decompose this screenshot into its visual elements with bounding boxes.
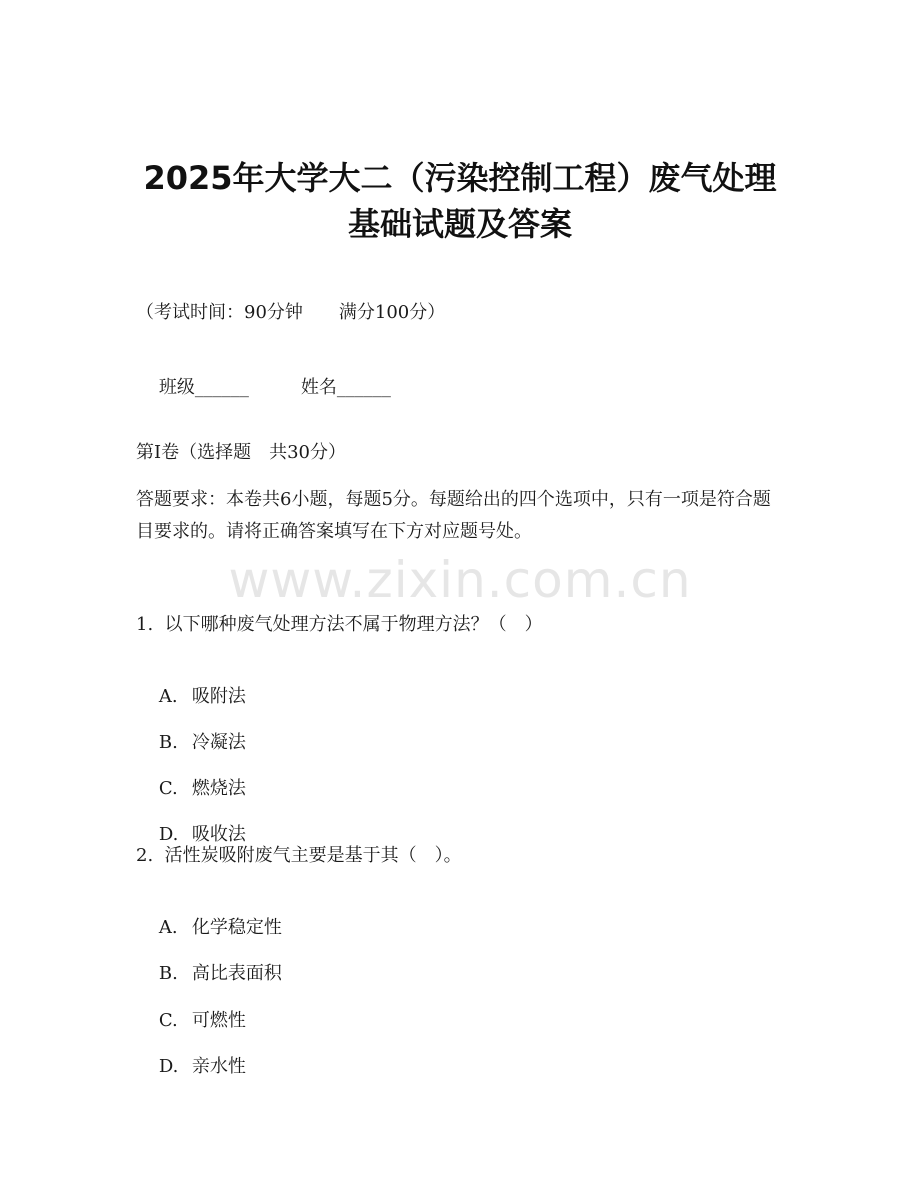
question-1-stem: 1. 以下哪种废气处理方法不属于物理方法？（ ） xyxy=(136,614,543,635)
name-field-label: 姓名______ xyxy=(300,377,391,398)
watermark: www.zixin.com.cn xyxy=(228,551,692,609)
document-title-line-1: 2025年大学大二（污染控制工程）废气处理 xyxy=(143,159,777,197)
exam-info: （考试时间：90分钟 满分100分） xyxy=(136,302,446,323)
option-letter: A. xyxy=(158,686,178,707)
question-2-stem: 2. 活性炭吸附废气主要是基于其（ ）。 xyxy=(136,845,462,866)
option-letter: C. xyxy=(158,1010,178,1031)
question-2-option-d xyxy=(136,1028,246,1106)
option-letter: D. xyxy=(158,824,179,845)
option-text: 高比表面积 xyxy=(191,963,282,984)
option-letter: D. xyxy=(158,1056,179,1077)
option-letter: B. xyxy=(158,963,178,984)
option-letter: C. xyxy=(158,778,178,799)
option-text: 吸收法 xyxy=(191,824,246,845)
class-field-label: 班级______ xyxy=(158,377,249,398)
student-fields xyxy=(136,349,391,427)
document-title-line-2: 基础试题及答案 xyxy=(347,205,572,243)
option-text: 吸附法 xyxy=(191,686,246,707)
option-letter: B. xyxy=(158,732,178,753)
option-text: 化学稳定性 xyxy=(191,917,282,938)
option-text: 燃烧法 xyxy=(191,778,246,799)
option-letter: A. xyxy=(158,917,178,938)
option-text: 亲水性 xyxy=(191,1056,246,1077)
section-heading: 第I卷（选择题 共30分） xyxy=(136,442,347,463)
section-instructions: 答题要求：本卷共6小题，每题5分。每题给出的四个选项中，只有一项是符合题目要求的。请将正确答案填写在下方对应题号处。 xyxy=(136,489,771,542)
option-text: 可燃性 xyxy=(191,1010,246,1031)
option-text: 冷凝法 xyxy=(191,732,246,753)
